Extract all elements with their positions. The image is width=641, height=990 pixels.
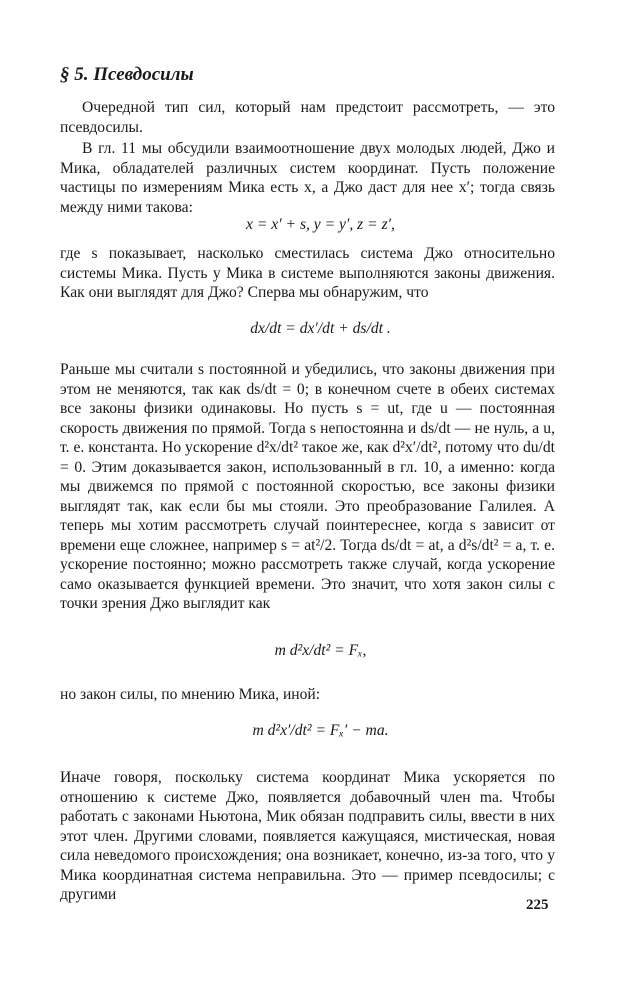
paragraph-displacement: где s показывает, насколько сместилась система Джо относительно системы Мика. Пусть у Мика в системе выполняются законы движения. Как они выглядят для Джо? Сперва мы обнаружим, что [60,245,555,301]
paragraph-intro: Очередной тип сил, который нам предстоит рассмотреть, — это псевдосилы. [60,99,555,136]
formula-velocity: dx/dt = dx′/dt + ds/dt . [250,320,391,337]
page-number: 225 [526,897,549,913]
formula-transformation: x = x′ + s, y = y′, z = z′, [246,216,395,233]
section-heading: § 5. Псевдосилы [60,64,194,85]
paragraph-pseudoforce: Иначе говоря, поскольку система координат Мика ускоряется по отношению к системе Джо, появляется добавочный член ma. Чтобы работать с законами Ньютона, Мик обязан подправить силы, ввести в них этот член. Другими словами, появляется кажущаяся, мистическая, новая сила неведомого происхождения; она возникает, конечно, из-за того, что у Мика координатная система неправильна. Это — пример псевдосилы; с другими [60,769,555,903]
paragraph-coordinates: В гл. 11 мы обсудили взаимоотношение двух молодых людей, Джо и Мика, обладателей различных систем координат. Пусть положение частицы по измерениям Мика есть x, а Джо даст для нее x′; тогда связь между ними такова: [60,140,555,216]
paragraph-mick-intro: но закон силы, по мнению Мика, иной: [60,686,321,703]
formula-mick-force-law: m d²x′/dt² = Fₓ′ − ma. [252,722,389,739]
formula-joe-force-law: m d²x/dt² = Fₓ, [274,642,367,659]
paragraph-galileo: Раньше мы считали s постоянной и убедились, что законы движения при этом не меняются, так как ds/dt = 0; в конечном счете в обеих системах все законы физики одинаковы. Но пусть s = ut, где u — постоянная скорость движения по прямой. Тогда s непостоянна и ds/dt — не нуль, а u, т. е. константа. Но ускорение d²x/dt² такое же, как d²x′/dt², потому что du/dt = 0. Этим доказывается закон, использованный в гл. 10, а именно: когда мы движемся по прямой с постоянной скоростью, все законы физики выглядят так, как если бы мы стояли. Это преобразование Галилея. А теперь мы хотим рассмотреть случай поинтереснее, когда s зависит от времени еще сложнее, например s = at²/2. Тогда ds/dt = at, а d²s/dt² = a, т. е. ускорение постоянно; можно рассмотреть также случай, когда ускорение само оказывается функцией времени. Это значит, что хотя закон силы с точки зрения Джо выглядит как [60,361,555,612]
